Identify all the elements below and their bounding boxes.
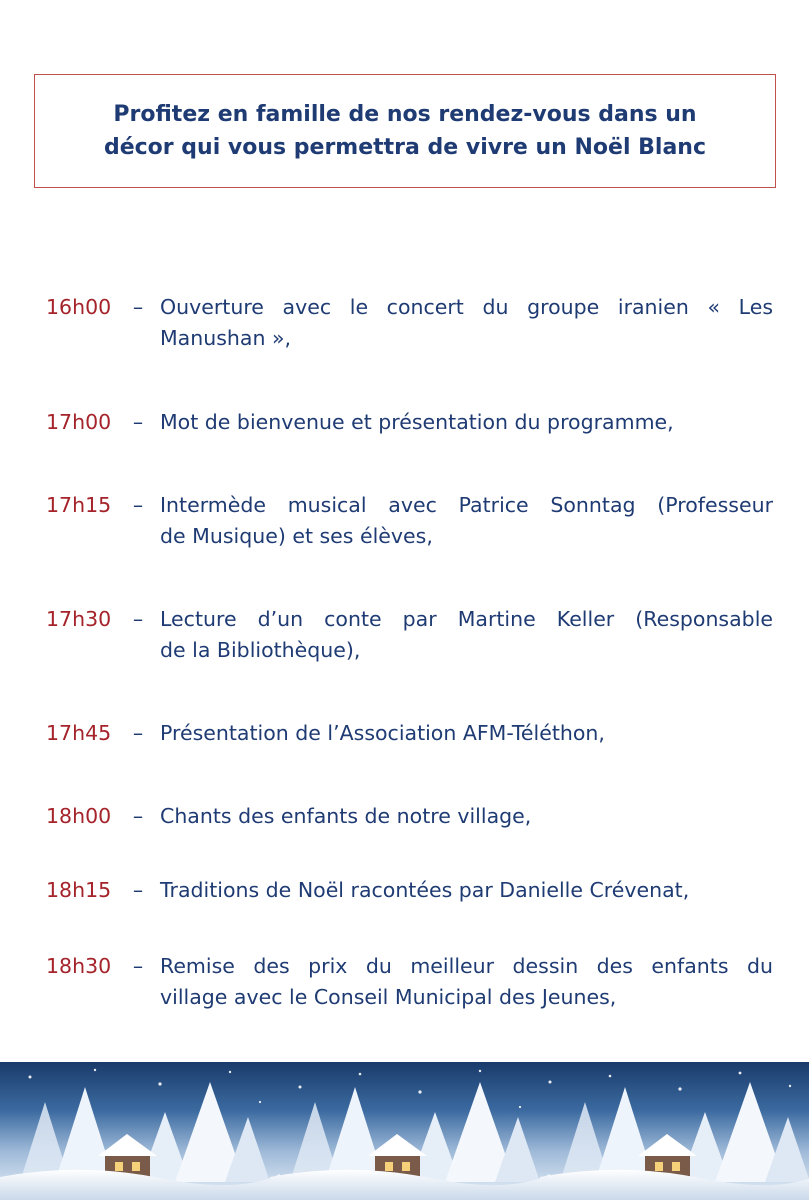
description-line: de la Bibliothèque), (160, 638, 361, 662)
schedule-description (160, 292, 773, 354)
schedule-description (160, 951, 773, 1013)
schedule-description (160, 875, 773, 906)
snowy-forest-illustration (0, 1062, 809, 1200)
description-line: Manushan », (160, 326, 292, 350)
schedule-dash: – (132, 804, 144, 828)
schedule-item (46, 951, 776, 1013)
header-box (34, 74, 776, 188)
schedule-time: 17h45 (46, 721, 112, 745)
schedule-dash: – (132, 607, 144, 631)
schedule-item (46, 490, 776, 552)
description-line: Remise des prix du meilleur dessin des enfants du (160, 954, 773, 978)
schedule-description (160, 407, 773, 438)
schedule-dash: – (132, 954, 144, 978)
schedule-item (46, 718, 776, 749)
schedule-time: 17h00 (46, 410, 112, 434)
schedule-time: 16h00 (46, 295, 112, 319)
schedule-time: 18h30 (46, 954, 112, 978)
description-line: village avec le Conseil Municipal des Jeunes, (160, 985, 617, 1009)
schedule-item (46, 604, 776, 666)
schedule-description (160, 801, 773, 832)
description-line: Chants des enfants de notre village, (160, 804, 532, 828)
schedule-time: 18h00 (46, 804, 112, 828)
description-line: Traditions de Noël racontées par Danielle Crévenat, (160, 878, 690, 902)
schedule-dash: – (132, 878, 144, 902)
schedule-dash: – (132, 295, 144, 319)
schedule-dash: – (132, 721, 144, 745)
schedule-item (46, 875, 776, 906)
schedule-time: 17h15 (46, 493, 112, 517)
description-line: Présentation de l’Association AFM-Téléthon, (160, 721, 605, 745)
schedule-item (46, 801, 776, 832)
description-line: Mot de bienvenue et présentation du programme, (160, 410, 674, 434)
schedule-description (160, 604, 773, 666)
description-line: Ouverture avec le concert du groupe iranien « Les (160, 295, 773, 319)
schedule-time: 18h15 (46, 878, 112, 902)
description-line: de Musique) et ses élèves, (160, 524, 433, 548)
schedule-item (46, 407, 776, 438)
header-line-1: Profitez en famille de nos rendez-vous dans un (113, 102, 697, 127)
schedule-dash: – (132, 410, 144, 434)
schedule-description (160, 718, 773, 749)
description-line: Intermède musical avec Patrice Sonntag (Professeur (160, 493, 773, 517)
schedule-description (160, 490, 773, 552)
description-line: Lecture d’un conte par Martine Keller (Responsable (160, 607, 773, 631)
schedule-item (46, 292, 776, 354)
schedule-dash: – (132, 493, 144, 517)
header-line-2: décor qui vous permettra de vivre un Noël Blanc (103, 135, 707, 160)
schedule-time: 17h30 (46, 607, 112, 631)
forest-panel (0, 1082, 280, 1200)
snowflakes (29, 1069, 792, 1108)
winter-forest-banner (0, 1062, 809, 1200)
